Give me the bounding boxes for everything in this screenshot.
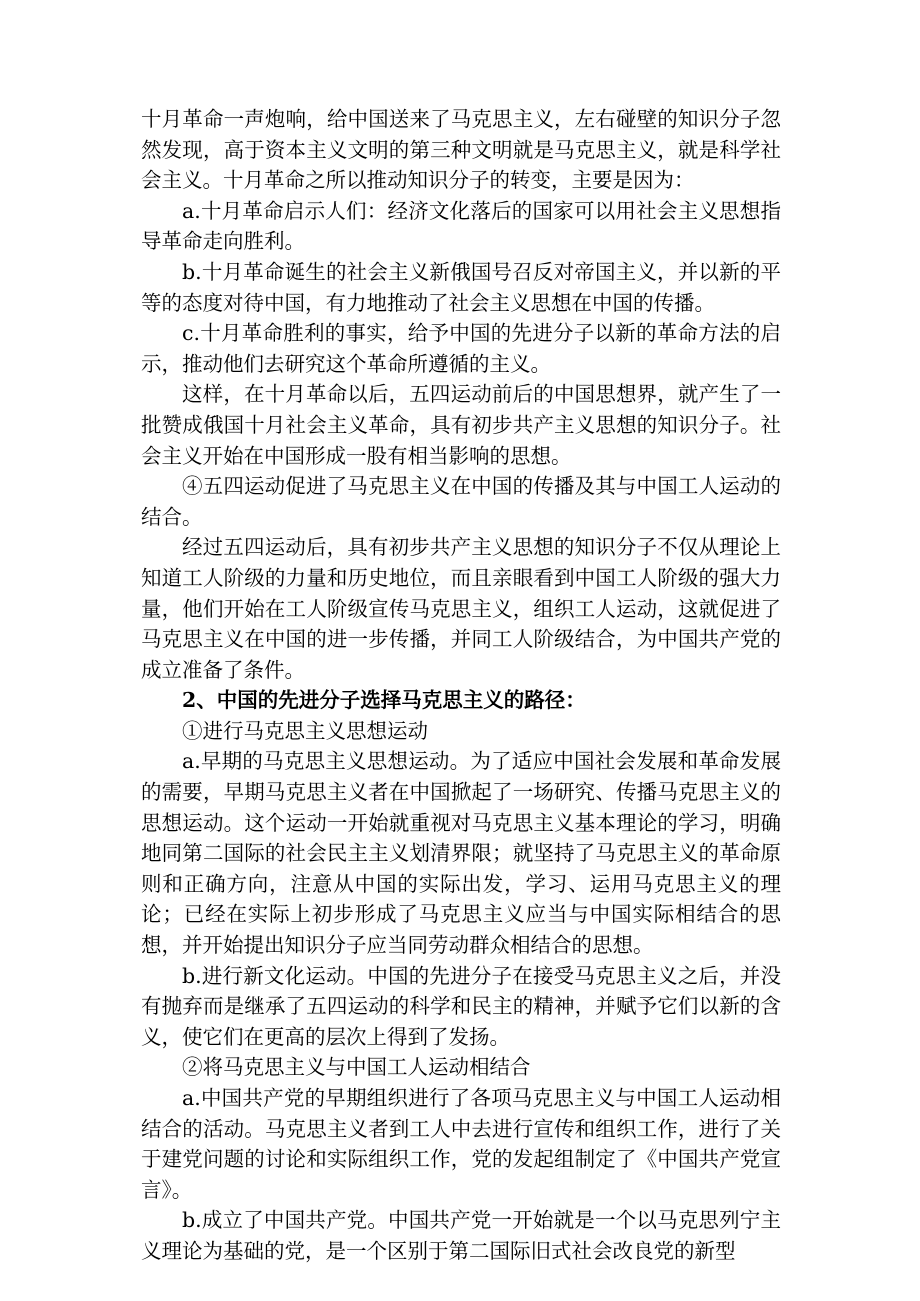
paragraph-may-fourth-point-4: ④五四运动促进了马克思主义在中国的传播及其与中国工人运动的结合。 — [141, 474, 781, 529]
paragraph-point-a: a.十月革命启示人们：经济文化落后的国家可以用社会主义思想指导革命走向胜利。 — [141, 198, 781, 254]
paragraph-new-culture: b.进行新文化运动。中国的先进分子在接受马克思主义之后，并没有抛弃而是继承了五四运动的科学和民主的精神，并赋予它们以新的含义，使它们在更高的层次上得到了发扬。 — [141, 963, 781, 1049]
paragraph-party-founded: b.成立了中国共产党。中国共产党一开始就是一个以马克思列宁主义理论为基础的党，是一个区别于第二国际旧式社会改良党的新型 — [141, 1208, 781, 1263]
paragraph-early-organization: a.中国共产党的早期组织进行了各项马克思主义与中国工人运动相结合的活动。马克思主义者到工人中去进行宣传和组织工作，进行了关于建党问题的讨论和实际组织工作，党的发起组制定了《中国共产党宣言》。 — [141, 1086, 781, 1202]
paragraph-thought-circle: 这样，在十月革命以后，五四运动前后的中国思想界，就产生了一批赞成俄国十月社会主义革命，具有初步共产主义思想的知识分子。社会主义开始在中国形成一股有相当影响的思想。 — [141, 382, 781, 468]
paragraph-october-revolution: 十月革命一声炮响，给中国送来了马克思主义，左右碰壁的知识分子忽然发现，高于资本主义文明的第三种文明就是马克思主义，就是科学社会主义。十月革命之所以推动知识分子的转变，主要是因为： — [141, 107, 781, 193]
paragraph-point-b: b.十月革命诞生的社会主义新俄国号召反对帝国主义，并以新的平等的态度对待中国，有力地推动了社会主义思想在中国的传播。 — [141, 259, 781, 315]
subheading-2: ②将马克思主义与中国工人运动相结合 — [182, 1055, 531, 1080]
document-page — [141, 104, 781, 1267]
section-heading-2: 2、中国的先进分子选择马克思主义的路径： — [182, 688, 586, 713]
paragraph-early-movement: a.早期的马克思主义思想运动。为了适应中国社会发展和革命发展的需要，早期马克思主义者在中国掀起了一场研究、传播马克思主义的思想运动。这个运动一开始就重视对马克思主义基本理论的学习，明确地同第二国际的社会民主主义划清界限；就坚持了马克思主义的革命原则和正确方向，注意从中国的实际出发，学习、运用马克思主义的理论；已经在实际上初步形成了马克思主义应当与中国实际相结合的思想，并开始提出知识分子应当同劳动群众相结合的思想。 — [141, 749, 781, 958]
paragraph-after-may-fourth: 经过五四运动后，具有初步共产主义思想的知识分子不仅从理论上知道工人阶级的力量和历史地位，而且亲眼看到中国工人阶级的强大力量，他们开始在工人阶级宣传马克思主义，组织工人运动，这就促进了马克思主义在中国的进一步传播，并同工人阶级结合，为中国共产党的成立准备了条件。 — [141, 535, 781, 682]
subheading-1: ①进行马克思主义思想运动 — [182, 718, 428, 743]
paragraph-point-c: c.十月革命胜利的事实，给予中国的先进分子以新的革命方法的启示，推动他们去研究这个革命所遵循的主义。 — [141, 321, 781, 376]
